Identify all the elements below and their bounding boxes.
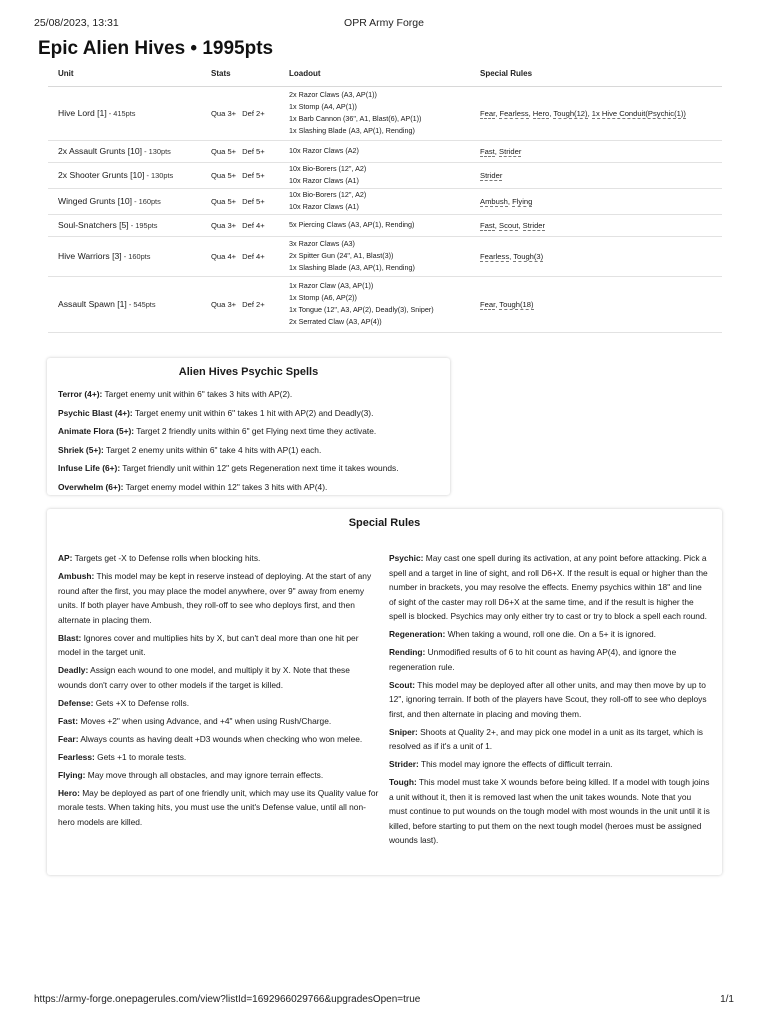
unit-cell xyxy=(48,236,201,276)
special-rule-description: May move through all obstacles, and may ignore terrain effects. xyxy=(85,769,324,780)
defense-stat: Def 5+ xyxy=(242,196,265,206)
special-rule-name: Fear: xyxy=(58,733,79,744)
special-rule-link[interactable]: Fast xyxy=(480,146,495,156)
loadout-item: 1x Barb Cannon (36", A1, Blast(6), AP(1)) xyxy=(289,114,422,123)
unit-points: - 160pts xyxy=(121,252,151,261)
column-header-stats: Stats xyxy=(201,62,279,86)
stats-cell xyxy=(201,276,279,332)
print-datetime: 25/08/2023, 13:31 xyxy=(34,17,119,29)
stats-cell xyxy=(201,236,279,276)
special-rule-item xyxy=(58,714,380,729)
special-rules-cell xyxy=(470,162,722,188)
spell-name: Terror (4+): xyxy=(58,389,103,399)
special-rule-name: Deadly: xyxy=(58,665,89,675)
special-rule-item xyxy=(389,775,711,848)
special-rules-cell xyxy=(470,236,722,276)
spell-name: Psychic Blast (4+): xyxy=(58,407,133,418)
spell-description: Target enemy model within 12" takes 3 hits with AP(4). xyxy=(123,481,328,492)
loadout-cell xyxy=(279,188,470,214)
special-rule-item xyxy=(389,645,711,674)
units-table xyxy=(48,62,722,333)
special-rule-item xyxy=(58,663,380,692)
table-row xyxy=(48,276,722,332)
defense-stat: Def 2+ xyxy=(242,108,265,118)
defense-stat: Def 5+ xyxy=(242,170,265,180)
special-rule-item xyxy=(58,768,380,783)
unit-cell xyxy=(48,140,201,162)
spell-item xyxy=(47,481,450,493)
spell-item xyxy=(47,425,450,437)
unit-name: 2x Assault Grunts [10] xyxy=(58,146,143,156)
special-rule-description: Gets +1 to morale tests. xyxy=(94,751,187,762)
special-rule-description: When taking a wound, roll one die. On a 5+ it is ignored. xyxy=(445,629,656,639)
special-rule-link[interactable]: Strider xyxy=(499,146,522,156)
special-rule-link[interactable]: Scout xyxy=(499,220,519,230)
special-rule-name: Ambush: xyxy=(58,571,95,581)
defense-stat: Def 4+ xyxy=(242,220,265,230)
stats-cell xyxy=(201,140,279,162)
special-rule-description: Moves +2" when using Advance, and +4" when using Rush/Charge. xyxy=(78,715,332,726)
spell-description: Target 2 friendly units within 6" get Flying next time they activate. xyxy=(134,426,377,437)
unit-points: - 130pts xyxy=(144,171,174,180)
quality-stat: Qua 3+ xyxy=(211,299,237,309)
spell-description: Target friendly unit within 12" gets Regeneration next time it takes wounds. xyxy=(120,463,399,474)
special-rule-item xyxy=(389,551,711,624)
unit-name: Assault Spawn [1] xyxy=(58,299,127,309)
loadout-cell xyxy=(279,86,470,140)
quality-stat: Qua 3+ xyxy=(211,108,237,118)
special-rule-link[interactable]: Fear xyxy=(480,299,496,309)
special-rules-title: Special Rules xyxy=(348,517,421,529)
loadout-item: 2x Razor Claws (A3, AP(1)) xyxy=(289,90,377,99)
special-rule-link[interactable]: Tough(3) xyxy=(513,251,544,261)
print-url: https://army-forge.onepagerules.com/view?listId=1692966029766&upgradesOpen=true xyxy=(34,994,421,1005)
special-rule-description: May be deployed as part of one friendly unit, which may use its Quality value for morale tests. When taking hits, you must use the unit's Defense value, until all non-hero models are killed. xyxy=(58,787,379,827)
stats-cell xyxy=(201,214,279,236)
unit-points: - 130pts xyxy=(142,147,171,156)
special-rule-link[interactable]: Flying xyxy=(512,196,533,206)
loadout-cell xyxy=(279,214,470,236)
special-rules-right-column xyxy=(389,551,711,851)
special-rule-name: Rending: xyxy=(389,647,426,657)
special-rule-link[interactable]: Fast xyxy=(480,220,495,230)
spell-name: Overwhelm (6+): xyxy=(58,481,124,492)
table-row xyxy=(48,214,722,236)
loadout-cell xyxy=(279,236,470,276)
special-rule-description: This model may ignore the effects of difficult terrain. xyxy=(418,759,613,769)
special-rule-item xyxy=(58,569,380,627)
loadout-item: 1x Stomp (A4, AP(1)) xyxy=(289,102,357,111)
special-rule-item xyxy=(389,725,711,754)
special-rule-name: Regeneration: xyxy=(389,629,446,639)
print-footer xyxy=(34,994,734,1008)
special-rule-item xyxy=(58,696,380,711)
loadout-item: 10x Razor Claws (A1) xyxy=(289,176,359,185)
unit-name: Winged Grunts [10] xyxy=(58,196,133,206)
loadout-item: 2x Spitter Gun (24", A1, Blast(3)) xyxy=(289,251,394,260)
special-rule-link[interactable]: 1x Hive Conduit(Psychic(1)) xyxy=(591,108,686,118)
spell-name: Infuse Life (6+): xyxy=(58,463,121,474)
table-row xyxy=(48,162,722,188)
special-rule-item xyxy=(58,750,380,765)
special-rule-description: Always counts as having dealt +D3 wounds when checking who won melee. xyxy=(78,733,363,744)
loadout-item: 1x Tongue (12", A3, AP(2), Deadly(3), Sniper) xyxy=(289,305,434,314)
loadout-cell xyxy=(279,140,470,162)
special-rule-item xyxy=(58,786,380,830)
units-table-header xyxy=(48,62,722,86)
special-rule-item xyxy=(389,678,711,722)
special-rule-item xyxy=(58,732,380,747)
special-rule-name: Blast: xyxy=(58,632,82,643)
special-rule-name: Tough: xyxy=(389,777,417,787)
column-header-special-rules: Special Rules xyxy=(470,62,722,86)
unit-cell xyxy=(48,276,201,332)
special-rule-name: Sniper: xyxy=(389,726,418,737)
special-rule-name: Hero: xyxy=(58,787,80,798)
spell-name: Animate Flora (5+): xyxy=(58,426,135,437)
table-row xyxy=(48,140,722,162)
special-rule-description: Assign each wound to one model, and multiply it by X. Note that these wounds don't carry over to other models if the target is killed. xyxy=(58,665,350,690)
special-rule-description: Ignores cover and multiplies hits by X, but can't deal more than one hit per model in the target unit. xyxy=(58,632,359,657)
page-title: Epic Alien Hives • 1995pts xyxy=(38,38,274,59)
loadout-item: 10x Bio-Borers (12", A2) xyxy=(289,190,367,199)
loadout-item: 10x Razor Claws (A1) xyxy=(289,202,359,211)
special-rule-link[interactable]: Ambush xyxy=(480,196,508,206)
table-row xyxy=(48,188,722,214)
special-rules-cell xyxy=(470,140,722,162)
column-header-loadout: Loadout xyxy=(279,62,470,86)
rule-separator: , xyxy=(494,146,500,156)
print-doc-title: OPR Army Forge xyxy=(344,17,424,29)
loadout-cell xyxy=(279,162,470,188)
table-row xyxy=(48,236,722,276)
loadout-item: 5x Piercing Claws (A3, AP(1), Rending) xyxy=(289,220,415,229)
special-rules-cell xyxy=(470,214,722,236)
quality-stat: Qua 5+ xyxy=(211,170,237,180)
special-rule-name: Fast: xyxy=(58,715,79,726)
spell-item xyxy=(47,407,450,419)
print-page-number: 1/1 xyxy=(720,994,734,1005)
special-rule-link[interactable]: Fear xyxy=(480,108,496,118)
special-rule-description: May cast one spell during its activation, at any point before attacking. Pick a spell and a target in line of sight, and roll D6+X. If the result is equal or higher than the number in brackets, you may resolve the effects. Enemy psychics within 18" and line of sight of the caster may roll D6+X at the same time, and if the result is higher the spell is blocked. Psychics may only either try to cast or try to block a spell each round. xyxy=(389,553,708,621)
special-rule-name: Psychic: xyxy=(389,553,424,563)
special-rule-description: Shoots at Quality 2+, and may pick one model in a unit as its target, which is resolved as if it's a unit of 1. xyxy=(389,726,703,751)
spell-item xyxy=(47,444,450,456)
special-rule-name: Defense: xyxy=(58,697,94,708)
unit-points: - 195pts xyxy=(128,221,158,230)
spell-description: Target enemy unit within 6" takes 1 hit with AP(2) and Deadly(3). xyxy=(132,407,374,418)
special-rule-link[interactable]: Hero xyxy=(532,108,550,118)
special-rules-left-column xyxy=(58,551,380,833)
special-rules-cell xyxy=(470,276,722,332)
special-rule-item xyxy=(389,757,711,772)
defense-stat: Def 2+ xyxy=(242,299,265,309)
special-rule-name: Scout: xyxy=(389,679,416,690)
special-rule-description: This model must take X wounds before being killed. If a model with tough joins a unit without it, then it is removed last when the unit takes wounds. Note that you must continue to put wounds on the tough model with most wounds in the unit until it is killed, before starting to put them on the next tough model (heroes must be assigned wounds last). xyxy=(389,777,710,845)
unit-name: Hive Lord [1] xyxy=(58,108,107,118)
stats-cell xyxy=(201,162,279,188)
table-row xyxy=(48,86,722,140)
unit-cell xyxy=(48,162,201,188)
print-header xyxy=(34,17,734,31)
quality-stat: Qua 4+ xyxy=(211,251,237,261)
special-rule-link[interactable]: Tough(18) xyxy=(499,299,534,309)
column-header-unit: Unit xyxy=(48,62,201,86)
special-rule-link[interactable]: Fearless xyxy=(480,251,510,261)
special-rule-link[interactable]: Strider xyxy=(522,220,546,230)
loadout-item: 10x Razor Claws (A2) xyxy=(289,146,359,155)
special-rule-name: Strider: xyxy=(389,759,419,769)
loadout-cell xyxy=(279,276,470,332)
unit-cell xyxy=(48,86,201,140)
spell-item xyxy=(47,462,450,474)
quality-stat: Qua 5+ xyxy=(211,146,237,156)
loadout-item: 1x Razor Claw (A3, AP(1)) xyxy=(289,281,374,290)
special-rule-link[interactable]: Strider xyxy=(480,170,503,180)
special-rules-card xyxy=(47,509,722,875)
defense-stat: Def 4+ xyxy=(242,251,265,261)
special-rules-cell xyxy=(470,188,722,214)
quality-stat: Qua 5+ xyxy=(211,196,237,206)
psychic-spells-title: Alien Hives Psychic Spells xyxy=(178,366,319,378)
unit-points: - 160pts xyxy=(132,197,161,206)
rule-separator: , xyxy=(495,299,500,309)
special-rule-description: This model may be kept in reserve instead of deploying. At the start of any round after the first, you may place the model anywhere, over 9" away from enemy units. If both player have Ambush, they roll-off to see who deploys first, and then alternate in placing them. xyxy=(58,571,372,625)
unit-cell xyxy=(48,214,201,236)
special-rule-description: Gets +X to Defense rolls. xyxy=(93,697,190,708)
special-rule-link[interactable]: Fearless xyxy=(499,108,529,118)
rule-separator: , xyxy=(495,108,500,118)
rule-separator: , xyxy=(507,196,513,206)
special-rule-description: Unmodified results of 6 to hit count as having AP(4), and ignore the regeneration rule. xyxy=(389,647,677,672)
quality-stat: Qua 3+ xyxy=(211,220,237,230)
loadout-item: 2x Serrated Claw (A3, AP(4)) xyxy=(289,317,382,326)
unit-points: - 545pts xyxy=(126,300,156,309)
loadout-item: 1x Slashing Blade (A3, AP(1), Rending) xyxy=(289,263,415,272)
special-rules-cell xyxy=(470,86,722,140)
special-rule-item xyxy=(58,631,380,660)
rule-separator: , xyxy=(528,108,533,118)
psychic-spells-card xyxy=(47,358,450,495)
defense-stat: Def 5+ xyxy=(242,146,265,156)
psychic-spells-list xyxy=(47,388,450,493)
unit-cell xyxy=(48,188,201,214)
special-rule-link[interactable]: Tough(12) xyxy=(553,108,588,118)
special-rule-item xyxy=(58,551,380,566)
unit-name: Soul-Snatchers [5] xyxy=(58,220,129,230)
special-rule-name: Flying: xyxy=(58,769,86,780)
special-rule-description: Targets get -X to Defense rolls when blocking hits. xyxy=(72,553,261,563)
special-rule-description: This model may be deployed after all other units, and may then move by up to 12", ignoring terrain. If both of the players have Scout, they roll-off to see who deploys first, and then alternate in placing and moving them. xyxy=(389,679,707,719)
unit-points: - 415pts xyxy=(106,109,136,118)
loadout-item: 1x Stomp (A6, AP(2)) xyxy=(289,293,357,302)
spell-description: Target enemy unit within 6" takes 3 hits with AP(2). xyxy=(102,389,293,399)
special-rule-name: Fearless: xyxy=(58,751,95,762)
rule-separator: , xyxy=(509,251,514,261)
stats-cell xyxy=(201,86,279,140)
rule-separator: , xyxy=(518,220,523,230)
spell-name: Shriek (5+): xyxy=(58,444,104,455)
rule-separator: , xyxy=(587,108,592,118)
loadout-item: 10x Bio-Borers (12", A2) xyxy=(289,164,367,173)
spell-item xyxy=(47,388,450,400)
unit-name: 2x Shooter Grunts [10] xyxy=(58,170,145,180)
spell-description: Target 2 enemy units within 6" take 4 hits with AP(1) each. xyxy=(103,444,322,455)
loadout-item: 1x Slashing Blade (A3, AP(1), Rending) xyxy=(289,126,415,135)
loadout-item: 3x Razor Claws (A3) xyxy=(289,239,355,248)
stats-cell xyxy=(201,188,279,214)
rule-separator: , xyxy=(494,220,500,230)
unit-name: Hive Warriors [3] xyxy=(58,251,122,261)
special-rule-item xyxy=(389,627,711,642)
rule-separator: , xyxy=(549,108,554,118)
special-rule-name: AP: xyxy=(58,553,73,563)
